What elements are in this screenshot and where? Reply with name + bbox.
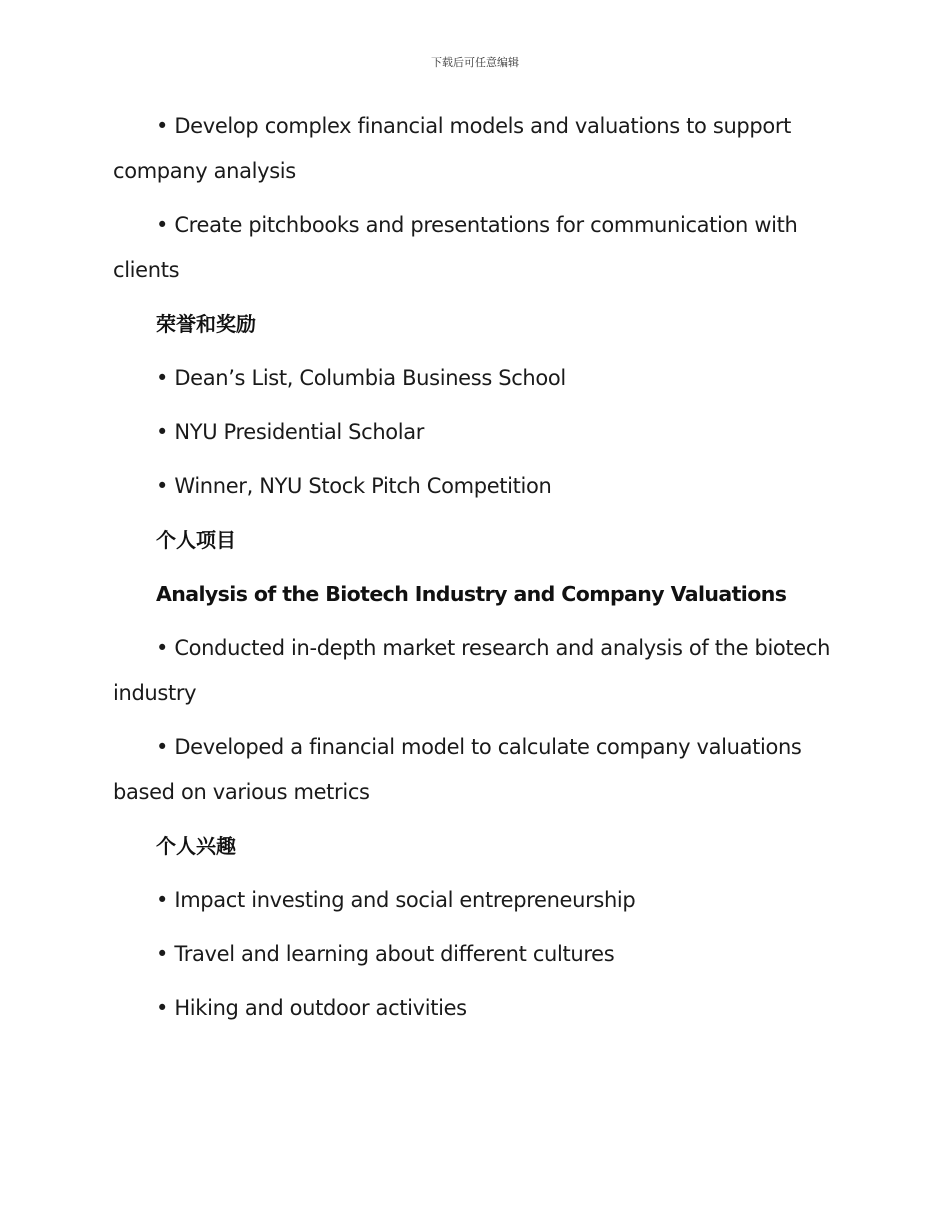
bullet-item-deans-list: • Dean’s List, Columbia Business School	[156, 366, 566, 390]
page-header: 下载后可任意编辑	[431, 56, 519, 69]
bullet-item-market-research: • Conducted in-depth market research and analysis of the biotech industry	[113, 636, 831, 705]
section-heading-interests: 个人兴趣	[156, 834, 236, 858]
bullet-item-hiking: • Hiking and outdoor activities	[156, 996, 467, 1020]
bullet-item-travel: • Travel and learning about different cultures	[156, 942, 615, 966]
bullet-item-financial-models: • Develop complex financial models and valuations to support company analysis	[113, 114, 792, 183]
project-title: Analysis of the Biotech Industry and Company Valuations	[156, 582, 787, 606]
bullet-item-impact-investing: • Impact investing and social entrepreneurship	[156, 888, 636, 912]
section-heading-honors: 荣誉和奖励	[156, 312, 256, 336]
bullet-item-stock-pitch: • Winner, NYU Stock Pitch Competition	[156, 474, 552, 498]
bullet-item-pitchbooks: • Create pitchbooks and presentations for communication with clients	[113, 213, 798, 282]
bullet-item-valuation-model: • Developed a financial model to calculate company valuations based on various metrics	[113, 735, 802, 804]
bullet-item-presidential-scholar: • NYU Presidential Scholar	[156, 420, 425, 444]
section-heading-projects: 个人项目	[156, 528, 236, 552]
document-body	[113, 104, 843, 1040]
